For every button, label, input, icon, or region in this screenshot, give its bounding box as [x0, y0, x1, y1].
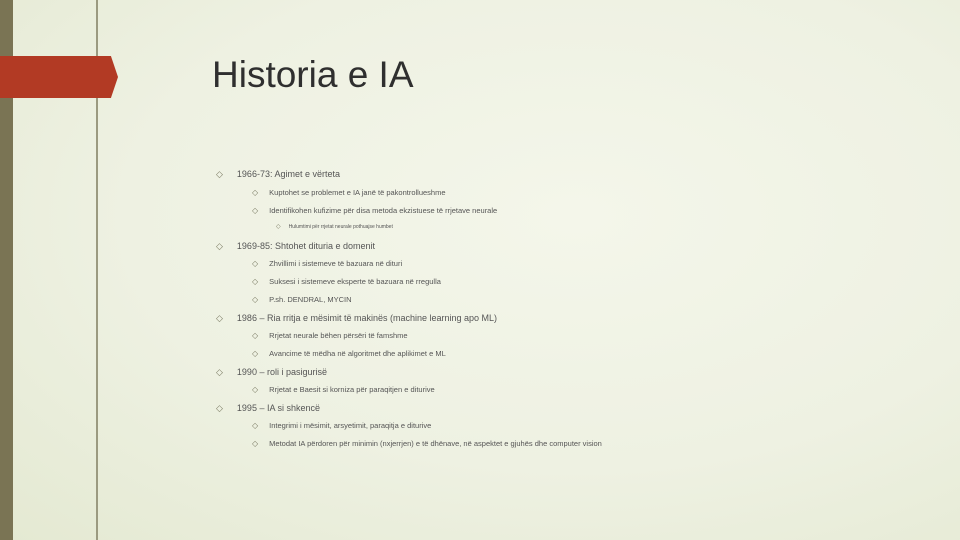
diamond-bullet-icon: ◇ — [216, 366, 223, 377]
bullet-text: Suksesi i sistemeve eksperte të bazuara në rregulla — [269, 277, 441, 286]
diamond-bullet-icon: ◇ — [252, 384, 259, 394]
bullet-text: 1995 – IA si shkencë — [236, 403, 320, 413]
bullet-item — [276, 224, 393, 230]
bullet-item — [216, 403, 320, 413]
bullet-text: 1966-73: Agimet e vërteta — [236, 169, 340, 179]
bullet-item — [216, 241, 375, 251]
bullet-text: Kuptohet se problemet e IA janë të pakontrollueshme — [269, 188, 446, 197]
bullet-item — [252, 439, 602, 448]
diamond-bullet-icon: ◇ — [276, 224, 281, 230]
slide-title: Historia e IA — [212, 54, 414, 95]
diamond-bullet-icon: ◇ — [216, 240, 223, 251]
bullet-text: Identifikohen kufizime për disa metoda ekzistuese të rrjetave neurale — [269, 206, 498, 215]
diamond-bullet-icon: ◇ — [216, 402, 223, 413]
bullet-item — [216, 169, 340, 179]
bullet-text: 1990 – roli i pasigurisë — [236, 367, 327, 377]
diamond-bullet-icon: ◇ — [252, 258, 259, 268]
bullet-text: Avancime të mëdha në algoritmet dhe aplikimet e ML — [269, 349, 446, 358]
bullet-text: Zhvillimi i sistemeve të bazuara në dituri — [269, 259, 403, 268]
title-accent-tab — [0, 56, 118, 98]
diamond-bullet-icon: ◇ — [252, 438, 259, 448]
bullet-item — [252, 421, 431, 430]
bullet-item — [216, 367, 327, 377]
bullet-item — [252, 277, 441, 286]
diamond-bullet-icon: ◇ — [252, 330, 259, 340]
bullet-text: 1986 – Ria rritja e mësimit të makinës (machine learning apo ML) — [236, 313, 498, 323]
bullet-text: Metodat IA përdoren për minimin (nxjerrjen) e të dhënave, në aspektet e gjuhës dhe computer vision — [269, 439, 602, 448]
diamond-bullet-icon: ◇ — [252, 187, 259, 197]
diamond-bullet-icon: ◇ — [216, 312, 223, 323]
bullet-item — [216, 313, 497, 323]
bullet-item — [252, 349, 446, 358]
diamond-bullet-icon: ◇ — [252, 420, 259, 430]
diamond-bullet-icon: ◇ — [252, 294, 259, 304]
bullet-text: Hulumtimi për rrjetat neurale pothuajse humbet — [288, 224, 393, 230]
bullet-item — [252, 295, 352, 304]
bullet-item — [252, 385, 435, 394]
diamond-bullet-icon: ◇ — [216, 168, 223, 179]
bullet-text: Integrimi i mësimit, arsyetimit, paraqitja e diturive — [269, 421, 432, 430]
bullet-item — [252, 259, 402, 268]
bullet-item — [252, 188, 446, 197]
bullet-text: 1969-85: Shtohet dituria e domenit — [236, 241, 376, 251]
bullet-item — [252, 331, 408, 340]
diamond-bullet-icon: ◇ — [252, 276, 259, 286]
diamond-bullet-icon: ◇ — [252, 205, 259, 215]
bullet-text: P.sh. DENDRAL, MYCIN — [269, 295, 352, 304]
diamond-bullet-icon: ◇ — [252, 348, 259, 358]
bullet-item — [252, 206, 497, 215]
bullet-text: Rrjetat e Baesit si korniza për paraqitjen e diturive — [269, 385, 435, 394]
bullet-text: Rrjetat neurale bëhen përsëri të famshme — [269, 331, 408, 340]
